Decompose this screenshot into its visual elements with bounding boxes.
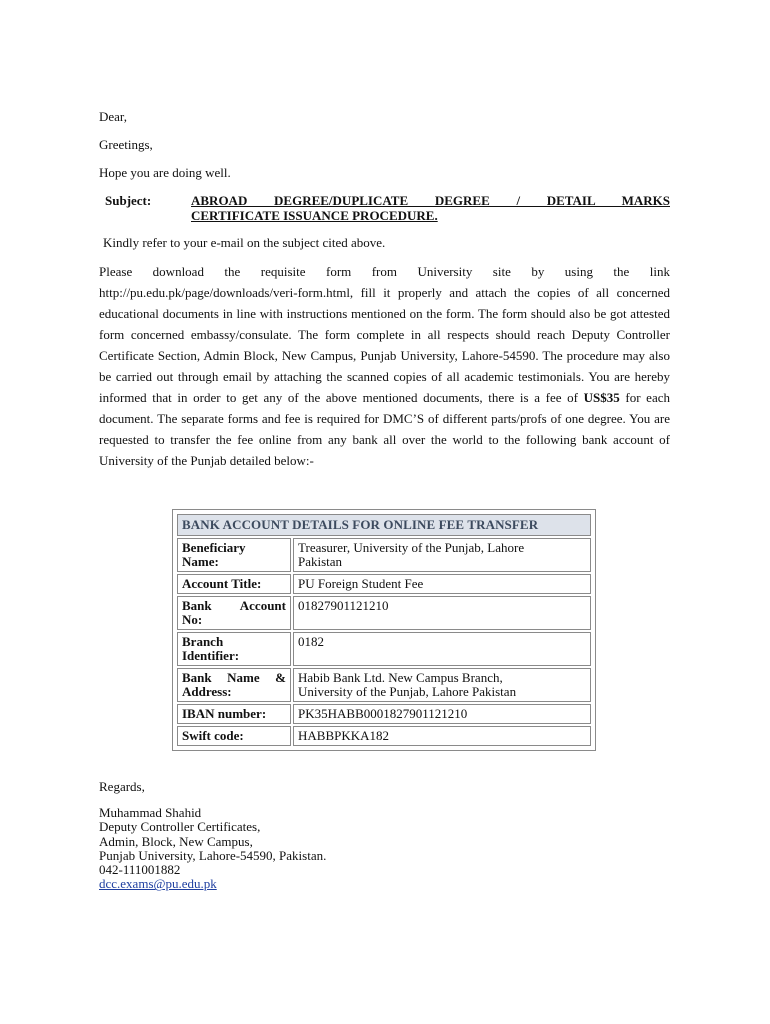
table-row	[177, 704, 591, 724]
bank-table-title: BANK ACCOUNT DETAILS FOR ONLINE FEE TRANSFER	[177, 514, 591, 536]
phone-number: 042-111001882	[99, 862, 181, 878]
subject-label: Subject:	[105, 193, 152, 208]
table-row	[177, 726, 591, 746]
row-value: PU Foreign Student Fee	[293, 574, 591, 594]
table-row	[177, 538, 591, 572]
row-label: Account Title:	[177, 574, 291, 594]
row-label: Branch Identifier:	[177, 632, 291, 666]
row-value: HABBPKKA182	[293, 726, 591, 746]
bank-table	[175, 512, 593, 748]
address-line-1: Admin, Block, New Campus,	[99, 833, 253, 849]
address-line-2: Punjab University, Lahore-54590, Pakistan.	[99, 847, 327, 863]
fee-amount: US$35	[583, 390, 620, 405]
subject-line-2: CERTIFICATE ISSUANCE PROCEDURE.	[191, 208, 438, 223]
reference-line: Kindly refer to your e-mail on the subject cited above.	[103, 235, 386, 250]
row-value: Habib Bank Ltd. New Campus Branch, University of the Punjab, Lahore Pakistan	[293, 668, 591, 702]
signer-name: Muhammad Shahid	[99, 805, 202, 820]
table-row	[177, 632, 591, 666]
row-label: IBAN number:	[177, 704, 291, 724]
row-label: Swift code:	[177, 726, 291, 746]
row-value: 0182	[293, 632, 591, 666]
signature-block	[99, 806, 326, 892]
body-text-2: for each document. The separate forms and fee is required for DMC’S of different parts/profs of one degree. You are requested to transfer the fee online from any bank all over the world to the following bank account of University of the Punjab detailed below:-	[99, 390, 670, 468]
salutation: Dear,	[99, 109, 127, 124]
body-text-1: Please download the requisite form from University site by using the link http://pu.edu.pk/page/downloads/veri-form.html, fill it properly and attach the copies of all concerned educational documents in line with instructions mentioned on the form. The form should also be got attested form concerned embassy/consulate. The form complete in all respects should reach Deputy Controller Certificate Section, Admin Block, New Campus, Punjab University, Lahore-54590. The procedure may also be carried out through email by attaching the scanned copies of all academic testimonials. You are hereby informed that in order to get any of the above mentioned documents, there is a fee of	[99, 264, 670, 405]
row-label: Bank Account No:	[177, 596, 291, 630]
row-value: Treasurer, University of the Punjab, Lahore Pakistan	[293, 538, 591, 572]
subject-line-1: ABROAD DEGREE/DUPLICATE DEGREE / DETAIL MARKS	[191, 193, 670, 208]
subject-text	[191, 193, 670, 223]
closing: Regards,	[99, 779, 145, 794]
table-row	[177, 596, 591, 630]
email-link[interactable]: dcc.exams@pu.edu.pk	[99, 876, 217, 892]
greeting: Greetings,	[99, 137, 153, 152]
table-row	[177, 574, 591, 594]
signer-title: Deputy Controller Certificates,	[99, 819, 261, 835]
row-label: Beneficiary Name:	[177, 538, 291, 572]
row-label: Bank Name & Address:	[177, 668, 291, 702]
table-row	[177, 668, 591, 702]
row-value: 01827901121210	[293, 596, 591, 630]
row-value: PK35HABB0001827901121210	[293, 704, 591, 724]
bank-details-table	[172, 509, 596, 751]
pleasantry: Hope you are doing well.	[99, 165, 231, 180]
body-paragraph	[99, 261, 670, 471]
